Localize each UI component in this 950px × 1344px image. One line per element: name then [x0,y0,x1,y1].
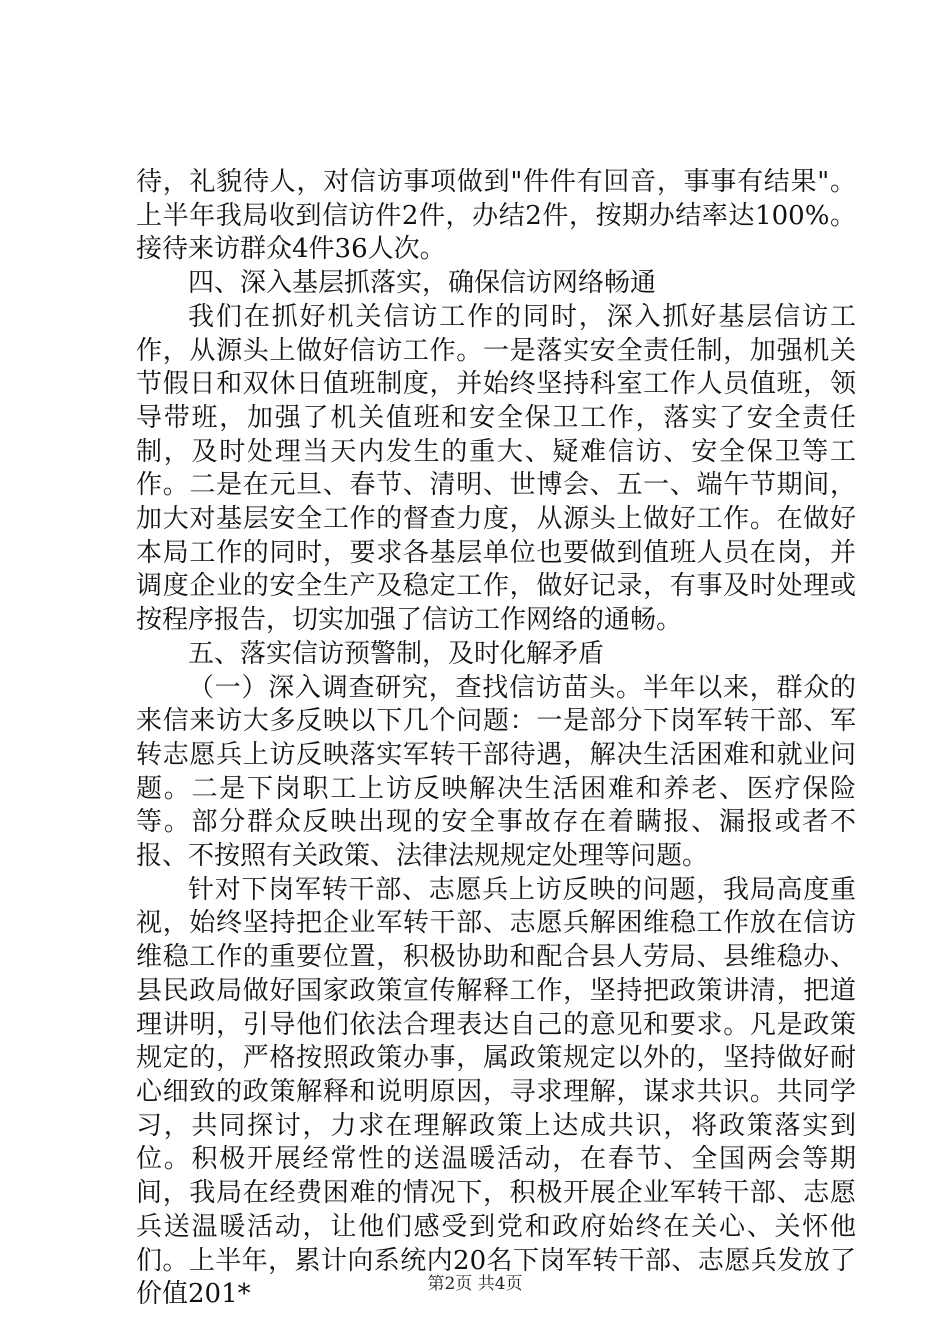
paragraph-continuation: 待，礼貌待人，对信访事项做到"件件有回音，事事有结果"。上半年我局收到信访件2件，办结2件，按期办结率达100%。接待来访群众4件36人次。 [136,167,856,265]
paragraph-investigation: （一）深入调查研究，查找信访苗头。半年以来，群众的来信来访大多反映以下几个问题：一是部分下岗军转干部、军转志愿兵上访反映落实军转干部待遇，解决生活困难和就业问题。二是下岗职工上访反映解决生活困难和养老、医疗保险等。部分群众反映出现的安全事故存在着瞒报、漏报或者不报、不按照有关政策、法律法规规定处理等问题。 [136,672,856,872]
paragraph-response-measures: 针对下岗军转干部、志愿兵上访反映的问题，我局高度重视，始终坚持把企业军转干部、志愿兵解困维稳工作放在信访维稳工作的重要位置，积极协助和配合县人劳局、县维稳办、县民政局做好国家政策宣传解释工作，坚持把政策讲清，把道理讲明，引导他们依法合理表达自己的意见和要求。凡是政策规定的，严格按照政策办事，属政策规定以外的，坚持做好耐心细致的政策解释和说明原因，寻求理解，谋求共识。共同学习，共同探讨，力求在理解政策上达成共识，将政策落实到位。积极开展经常性的送温暖活动，在春节、全国两会等期间，我局在经费困难的情况下，积极开展企业军转干部、志愿兵送温暖活动，让他们感受到党和政府始终在关心、关怀他们。上半年，累计向系统内20名下岗军转干部、志愿兵发放了价值201* [136,874,856,1310]
paragraph-grassroots-work: 我们在抓好机关信访工作的同时，深入抓好基层信访工作，从源头上做好信访工作。一是落实安全责任制，加强机关节假日和双休日值班制度，并始终坚持科室工作人员值班，领导带班，加强了机关值班和安全保卫工作，落实了安全责任制，及时处理当天内发生的重大、疑难信访、安全保卫等工作。二是在元旦、春节、清明、世博会、五一、端午节期间，加大对基层安全工作的督查力度，从源头上做好工作。在做好本局工作的同时，要求各基层单位也要做到值班人员在岗，并调度企业的安全生产及稳定工作，做好记录，有事及时处理或按程序报告，切实加强了信访工作网络的通畅。 [136,301,856,636]
section-heading-4: 四、深入基层抓落实，确保信访网络畅通 [188,268,657,299]
page-number-footer: 第2页 共4页 [427,1274,523,1294]
document-body [136,166,856,1312]
section-heading-5: 五、落实信访预警制，及时化解矛盾 [188,638,605,669]
